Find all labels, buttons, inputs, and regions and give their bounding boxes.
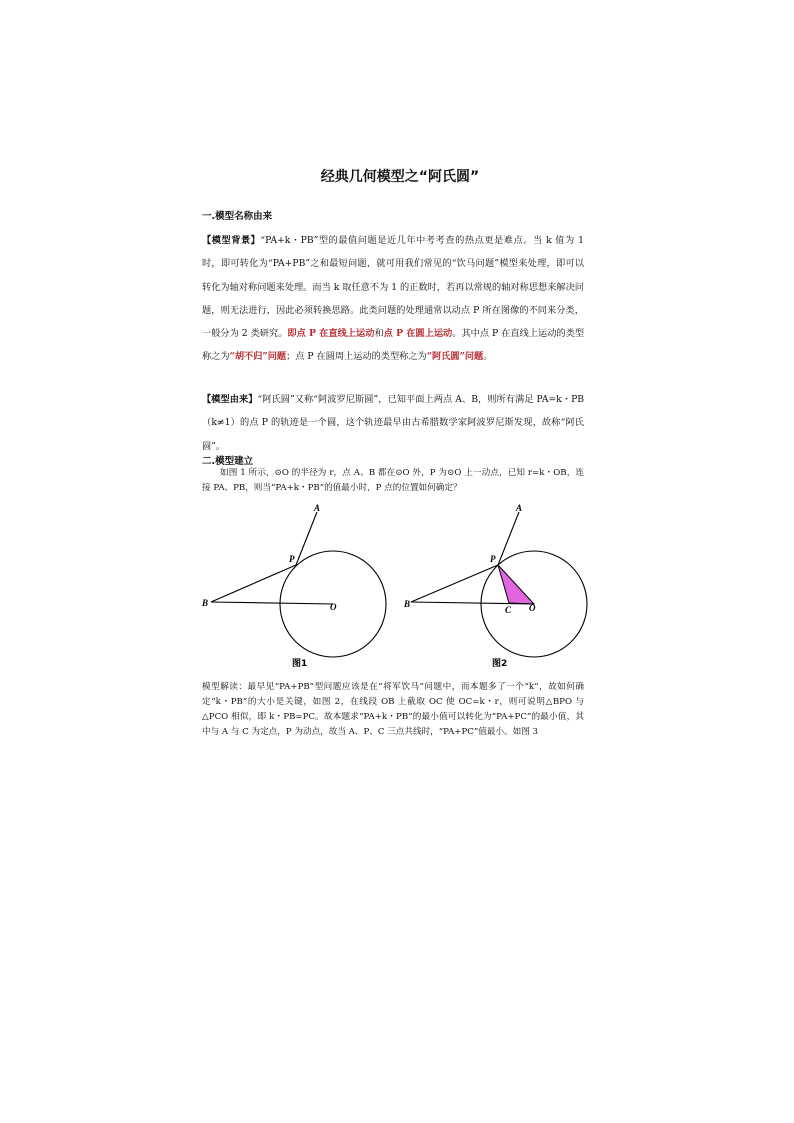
- model-background-text-5: 。: [483, 351, 493, 363]
- section-heading-build: 二.模型建立: [202, 456, 254, 467]
- figure-2: [403, 503, 587, 669]
- page-title: 经典几何模型之“阿氏圆”: [320, 169, 480, 185]
- model-origin-label: 【模型由来】: [202, 394, 258, 405]
- label-a-fig2: A: [516, 503, 523, 513]
- caption-fig2: 图2: [492, 659, 508, 669]
- label-c-fig2: C: [505, 605, 512, 615]
- model-background-label: 【模型背景】: [202, 235, 261, 246]
- model-analysis-paragraph: 模型解读：最早见“PA+PB”型问题应该是在“将军饮马”问题中，而本题多了一个“k”，故如何确定“k・PB”的大小是关键，如图 2，在线段 OB 上截取 OC 使 OC=k・r，则可说明△BPO 与△PCO 相似，即 k・PB=PC。故本题求“PA+k・PB”的最小值可以转化为“PA+PC”的最小值，其中与 A 与 C 为定点，P 为动点，故当 A、P、C 三点共线时，“PA+PC”值最小。如图 3: [202, 682, 584, 737]
- segment-pa-fig1: [296, 512, 317, 565]
- model-background-text-1: “PA+k・PB”型的最值问题是近几年中考考查的热点更是难点。当 k 值为 1 时，即可转化为“PA+PB”之和最短问题，就可用我们常见的“饮马问题”模型来处理，即可以转化为轴对称问题来处理。而当 k 取任意不为 1 的正数时，若再以常规的轴对称思想来解决问题，则无法进行，因此必须转换思路。此类问题的处理通常以动点 P 所在图像的不同来分类，一般分为 2 类研究。: [202, 235, 585, 340]
- segment-bo-fig1: [211, 602, 333, 604]
- model-origin-text: “阿氏圆”又称“阿波罗尼斯圆”，已知平面上两点 A、B，则所有满足 PA=k・PB（k≠1）的点 P 的轨迹是一个圆，这个轨迹最早由古希腊数学家阿波罗尼斯发现，故称“阿氏圆”。: [202, 394, 584, 452]
- label-o-fig1: O: [330, 602, 337, 612]
- label-o-fig2: O: [529, 603, 536, 613]
- triangle-pco-fig2: [498, 565, 534, 604]
- model-background-text-3: 。其中点 P 在直线上运动的类型称之为: [202, 328, 585, 363]
- label-b-fig1: B: [202, 598, 209, 608]
- caption-fig1: 图1: [292, 659, 308, 669]
- label-a-fig1: A: [314, 503, 321, 513]
- highlight-point-on-circle: 点 P 在圆上运动: [383, 328, 453, 340]
- segment-pb-fig1: [211, 565, 296, 602]
- model-background-text-2: 和: [374, 328, 384, 340]
- label-p-fig1: P: [289, 554, 295, 564]
- geometry-figures: [195, 500, 605, 680]
- model-origin-paragraph: [202, 388, 584, 458]
- label-b-fig2: B: [404, 599, 411, 609]
- model-background-text-4: ；点 P 在圆周上运动的类型称之为: [286, 351, 427, 363]
- model-build-paragraph: 如图 1 所示，⊙O 的半径为 r，点 A、B 都在⊙O 外，P 为⊙O 上一动点，已知 r=k・OB，连接 PA、PB，则当“PA+k・PB”的值最小时，P 点的位置如何确定？: [202, 468, 584, 493]
- highlight-point-on-line: 即点 P 在直线上运动: [287, 328, 375, 340]
- section-heading-origin: 一.模型名称由来: [202, 211, 273, 222]
- highlight-hubugui: “胡不归”问题: [229, 351, 287, 363]
- model-background-paragraph: [202, 229, 584, 369]
- label-p-fig2: P: [490, 554, 496, 564]
- figure-1: [201, 503, 386, 669]
- highlight-apollonius: “阿氏圆”问题: [426, 351, 484, 363]
